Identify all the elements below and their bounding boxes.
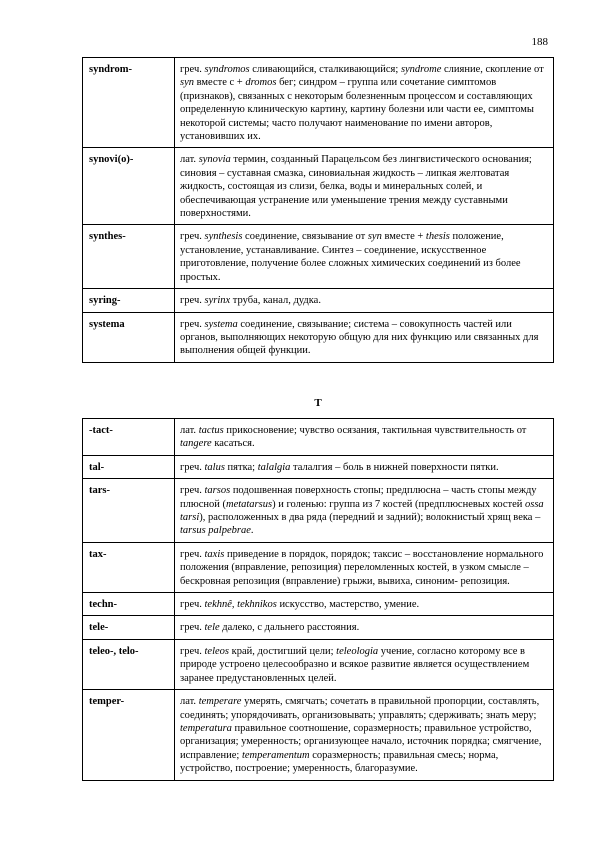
entry-definition: [175, 289, 554, 312]
definition-italic-term: synovia: [198, 154, 231, 166]
definition-italic-term: thesis: [425, 231, 450, 243]
definition-text: приведение в порядок, порядок; таксис – восстановление нормального положения (вправление, репозиция) переломленных костей, в узком смысле – бескровная репозиция (вправление) грыжи, вывиха, синоним- репозиция.: [180, 548, 544, 587]
definition-text: подошвенная поверхность стопы; предплюсна – часть стопы между плюсной (: [180, 485, 537, 510]
definition-italic-term: temperamentum: [241, 749, 310, 761]
definition-text: прикосновение; чувство осязания, тактильная чувствительность от: [223, 425, 527, 436]
dictionary-entry-row: [83, 639, 554, 689]
entry-term: temper-: [83, 690, 175, 780]
entry-definition: [175, 225, 554, 289]
definition-text: .: [250, 525, 254, 537]
definition-text: греч.: [180, 622, 205, 634]
definition-text: учение, согласно которому все в природе устроено целесообразно и всякое развитие является осуществлением заранее предустановленных целей.: [180, 645, 530, 684]
definition-italic-term: synthesis: [204, 231, 243, 243]
definition-italic-term: talalgia: [257, 461, 291, 473]
entry-term: synovi(o)-: [83, 148, 175, 225]
entry-term: teleo-, telo-: [83, 639, 175, 689]
definition-text: далеко, с дальнего расстояния.: [219, 622, 360, 634]
dictionary-entry-row: [83, 542, 554, 592]
entry-definition: [175, 419, 554, 456]
definition-text: талалгия – боль в нижней поверхности пятки.: [290, 461, 499, 473]
definition-text: греч.: [180, 548, 205, 560]
entry-definition: [175, 690, 554, 780]
definition-italic-term: teleologia: [336, 645, 379, 657]
definition-italic-term: tarsus palpebrae: [180, 525, 251, 537]
dictionary-entry-row: [83, 593, 554, 616]
table-body: [83, 58, 554, 363]
dictionary-entry-row: [83, 289, 554, 312]
definition-text: греч.: [180, 318, 205, 330]
entry-term: syring-: [83, 289, 175, 312]
definition-text: вместе +: [381, 231, 426, 243]
dictionary-table-s: [82, 57, 554, 363]
dictionary-entry-row: [83, 58, 554, 148]
definition-text: умерять, смягчать; сочетать в правильной пропорции, составлять, соединять; упорядочивать, организовывать; управлять; сдерживать; знать меру;: [180, 696, 540, 721]
definition-text: лат.: [180, 154, 199, 166]
definition-italic-term: syn: [367, 231, 382, 243]
dictionary-table-t: [82, 418, 554, 781]
definition-text: греч.: [180, 645, 205, 657]
definition-italic-term: tele: [204, 622, 220, 634]
definition-text: греч.: [180, 231, 205, 243]
section-letter-heading: T: [314, 397, 322, 409]
definition-italic-term: teleos: [204, 645, 229, 657]
definition-text: греч.: [180, 295, 205, 307]
definition-italic-term: tarsos: [204, 485, 231, 497]
definition-text: край, достигший цели;: [229, 645, 337, 657]
definition-text: греч.: [180, 599, 205, 611]
entry-term: tars-: [83, 479, 175, 543]
definition-text: греч.: [180, 64, 205, 75]
dictionary-entry-row: [83, 419, 554, 456]
entry-term: -tact-: [83, 419, 175, 456]
definition-italic-term: syrinx: [204, 295, 231, 307]
definition-text: ), расположенных в два ряда (передний и задний); волокнистый хрящ века –: [199, 512, 541, 524]
definition-text: слияние, скопление от: [441, 64, 544, 75]
definition-italic-term: tekhnê, tekhnikos: [204, 599, 277, 611]
entry-term: techn-: [83, 593, 175, 616]
definition-text: лат.: [180, 696, 199, 708]
definition-text: касаться.: [211, 438, 255, 450]
entry-term: systema: [83, 312, 175, 362]
definition-italic-term: syndromos: [204, 64, 250, 75]
definition-italic-term: talus: [204, 461, 225, 473]
entry-definition: [175, 479, 554, 543]
dictionary-entry-row: [83, 616, 554, 639]
definition-text: термин, созданный Парацельсом без лингвистического основания; синовия – суставная смазка, синовиальная жидкость – липкая желтоватая жидкость, состоящая из слизи, белка, воды и минеральных солей, и обеспечивающая устранение или уменьшение трения между суставными поверхностями.: [180, 154, 532, 220]
definition-text: соразмерность; правильная смесь; норма, устройство, построение; умеренность, благоразумие.: [180, 749, 499, 775]
definition-italic-term: taxis: [204, 548, 225, 560]
definition-text: правильное соотношение, соразмерность; правильное устройство, организация; умеренность; организующее начало, источник порядка; смягчение, исправление;: [180, 722, 542, 761]
entry-term: tal-: [83, 455, 175, 478]
definition-text: сливающийся, сталкивающийся;: [249, 64, 401, 75]
definition-text: бег; синдром – группа или сочетание симптомов (признаков), связанных с некоторым болезненным процессом и составляющих определенную клиническую картину, картину болезни или части ее, симптомы некоторой системы; часто получают наименование по имени авторов, установивших их.: [180, 77, 534, 143]
definition-text: труба, канал, дудка.: [230, 295, 321, 307]
entry-term: synthes-: [83, 225, 175, 289]
definition-text: положение, установление, устанавливание. Синтез – соединение, искусственное приготовление, получение более сложных химических соединений из более простых.: [180, 231, 521, 283]
dictionary-entry-row: [83, 312, 554, 362]
entry-definition: [175, 148, 554, 225]
definition-text: пятка;: [224, 461, 258, 473]
dictionary-entry-row: [83, 148, 554, 225]
entry-definition: [175, 312, 554, 362]
definition-italic-term: systema: [204, 318, 238, 330]
entry-term: syndrom-: [83, 58, 175, 148]
definition-text: лат.: [180, 425, 199, 436]
definition-italic-term: syndrome: [400, 64, 442, 75]
dictionary-entry-row: [83, 690, 554, 780]
definition-text: ) и голенью: группа из 7 костей (предплюсневых костей: [272, 498, 525, 510]
definition-text: соединение, связывание от: [242, 231, 368, 243]
definition-text: соединение, связывание; система – совокупность частей или органов, выполняющих некоторую общую для них функцию или связанных для выполнения общей функции.: [180, 318, 539, 357]
page-number: 188: [531, 36, 548, 48]
entry-definition: [175, 616, 554, 639]
entry-definition: [175, 593, 554, 616]
definition-italic-term: ossa tarsi: [180, 498, 544, 524]
definition-italic-term: syn: [180, 77, 194, 89]
definition-italic-term: dromos: [245, 77, 277, 89]
definition-italic-term: temperatura: [180, 722, 232, 734]
definition-text: искусство, мастерство, умение.: [276, 599, 420, 611]
entry-definition: [175, 542, 554, 592]
table-body: [83, 419, 554, 781]
entry-term: tax-: [83, 542, 175, 592]
entry-definition: [175, 58, 554, 148]
definition-italic-term: temperare: [198, 696, 242, 708]
definition-italic-term: metatarsus: [225, 498, 273, 510]
definition-text: греч.: [180, 485, 205, 497]
definition-italic-term: tangere: [180, 438, 212, 450]
dictionary-entry-row: [83, 225, 554, 289]
definition-text: вместе с +: [194, 77, 246, 89]
dictionary-entry-row: [83, 455, 554, 478]
definition-italic-term: tactus: [198, 425, 224, 436]
entry-definition: [175, 639, 554, 689]
definition-text: греч.: [180, 461, 205, 473]
entry-term: tele-: [83, 616, 175, 639]
dictionary-entry-row: [83, 479, 554, 543]
entry-definition: [175, 455, 554, 478]
